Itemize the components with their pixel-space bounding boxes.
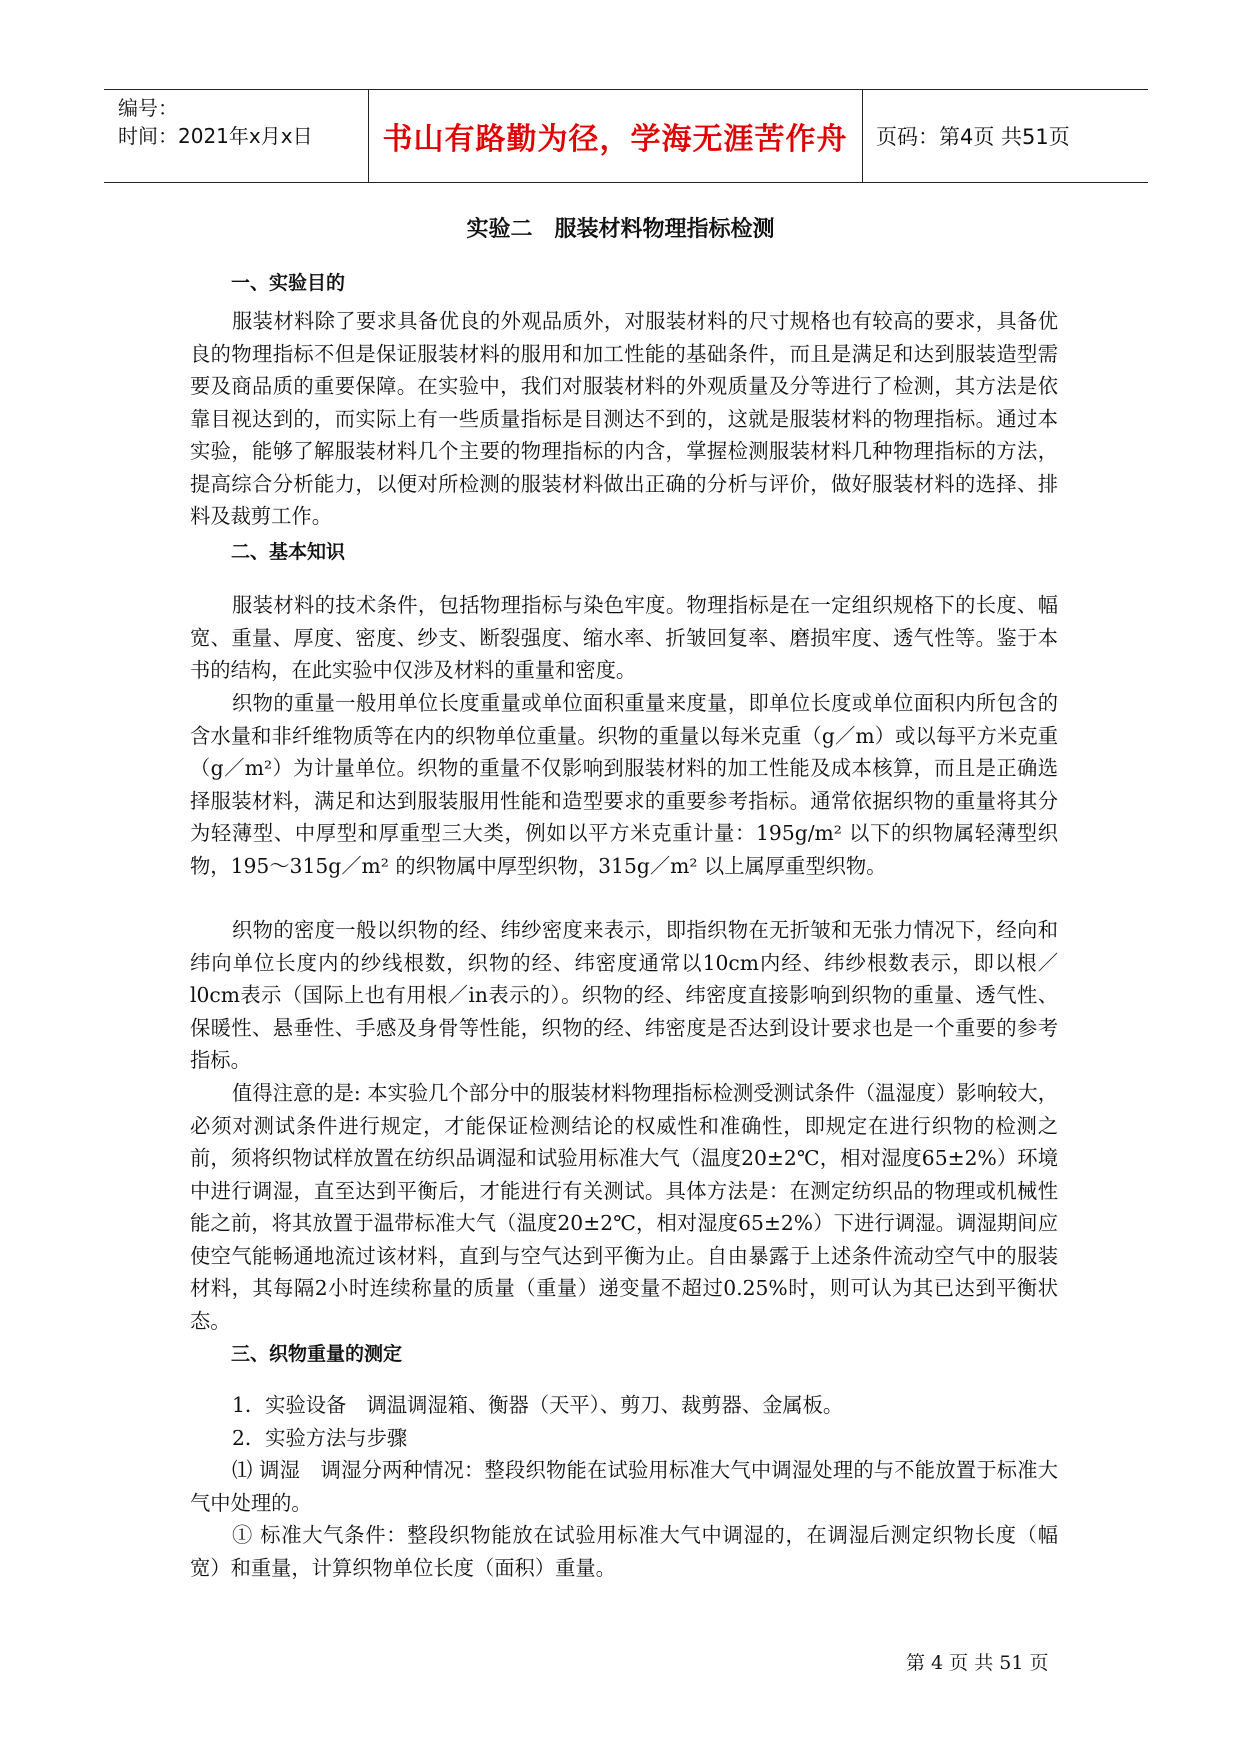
header-page-cell: [862, 90, 1148, 182]
document-time-label: 时间：2021年x月x日: [118, 124, 313, 148]
paragraph-method-steps: 2．实验方法与步骤: [232, 1426, 408, 1450]
paragraph-equipment: 1．实验设备 调温调湿箱、衡器（天平）、剪刀、裁剪器、金属板。: [232, 1393, 844, 1417]
paragraph-test-conditions: 值得注意的是: 本实验几个部分中的服装材料物理指标检测受测试条件（温湿度）影响较大，必须对测试条件进行规定，才能保证检测结论的权威性和准确性，即规定在进行织物的检测之前，须将织物试样放置在纺织品调湿和试验用标准大气（温度20±2℃，相对湿度65±2%）环境中进行调湿，直至达到平衡后，才能进行有关测试。具体方法是：在测定纺织品的物理或机械性能之前，将其放置于温带标准大气（温度20±2℃，相对湿度65±2%）下进行调湿。调湿期间应使空气能畅通地流过该材料，直到与空气达到平衡为止。自由暴露于上述条件流动空气中的服装材料，其每隔2小时连续称量的质量（重量）递变量不超过0.25%时，则可认为其已达到平衡状态。: [190, 1081, 1058, 1333]
section-heading-basics: 二、基本知识: [231, 541, 346, 563]
paragraph-technical-conditions: 服装材料的技术条件，包括物理指标与染色牢度。物理指标是在一定组织规格下的长度、幅宽、重量、厚度、密度、纱支、断裂强度、缩水率、折皱回复率、磨损牢度、透气性等。鉴于本书的结构，在此实验中仅涉及材料的重量和密度。: [190, 593, 1058, 682]
paragraph-purpose: 服装材料除了要求具备优良的外观品质外，对服装材料的尺寸规格也有较高的要求，具备优良的物理指标不但是保证服装材料的服用和加工性能的基础条件，而且是满足和达到服装造型需要及商品质的重要保障。在实验中，我们对服装材料的外观质量及分等进行了检测，其方法是依靠目视达到的，而实际上有一些质量指标是目测达不到的，这就是服装材料的物理指标。通过本实验，能够了解服装材料几个主要的物理指标的内含，掌握检测服装材料几种物理指标的方法，提高综合分析能力，以便对所检测的服装材料做出正确的分析与评价，做好服装材料的选择、排料及裁剪工作。: [190, 309, 1058, 528]
paragraph-fabric-weight: 织物的重量一般用单位长度重量或单位面积重量来度量，即单位长度或单位面积内所包含的含水量和非纤维物质等在内的织物单位重量。织物的重量以每米克重（g／m）或以每平方米克重（g／m²）为计量单位。织物的重量不仅影响到服装材料的加工性能及成本核算，而且是正确选择服装材料，满足和达到服装服用性能和造型要求的重要参考指标。通常依据织物的重量将其分为轻薄型、中厚型和厚重型三大类，例如以平方米克重计量：195g/m² 以下的织物属轻薄型织物，195～315g／m² 的织物属中厚型织物，315g／m² 以上属厚重型织物。: [190, 691, 1058, 878]
paragraph-fabric-density: 织物的密度一般以织物的经、纬纱密度来表示，即指织物在无折皱和无张力情况下，经向和纬向单位长度内的纱线根数，织物的经、纬密度通常以10cm内经、纬纱根数表示，即以根／l0cm表示（国际上也有用根／in表示的）。织物的经、纬密度直接影响到织物的重量、透气性、保暖性、悬垂性、手感及身骨等性能，织物的经、纬密度是否达到设计要求也是一个重要的参考指标。: [190, 918, 1058, 1072]
paragraph-standard-atmosphere: ① 标准大气条件：整段织物能放在试验用标准大气中调湿的，在调湿后测定织物长度（幅宽）和重量，计算织物单位长度（面积）重量。: [190, 1523, 1058, 1580]
section-heading-weight-test: 三、织物重量的测定: [231, 1343, 403, 1365]
motto-text: 书山有路勤为径，学海无涯苦作舟: [382, 122, 848, 157]
document-number-label: 编号：: [118, 96, 178, 120]
document-title: 实验二 服装材料物理指标检测: [466, 217, 775, 242]
section-heading-purpose: 一、实验目的: [231, 272, 346, 294]
header-table: [104, 89, 1148, 183]
page-number-label: 页码：第4页 共51页: [876, 125, 1070, 149]
footer-page-number: 第 4 页 共 51 页: [906, 1652, 1049, 1674]
header-motto-cell: [368, 90, 863, 182]
header-info-cell: [104, 90, 369, 182]
paragraph-conditioning: ⑴ 调湿 调湿分两种情况：整段织物能在试验用标准大气中调湿处理的与不能放置于标准大气中处理的。: [190, 1458, 1058, 1515]
